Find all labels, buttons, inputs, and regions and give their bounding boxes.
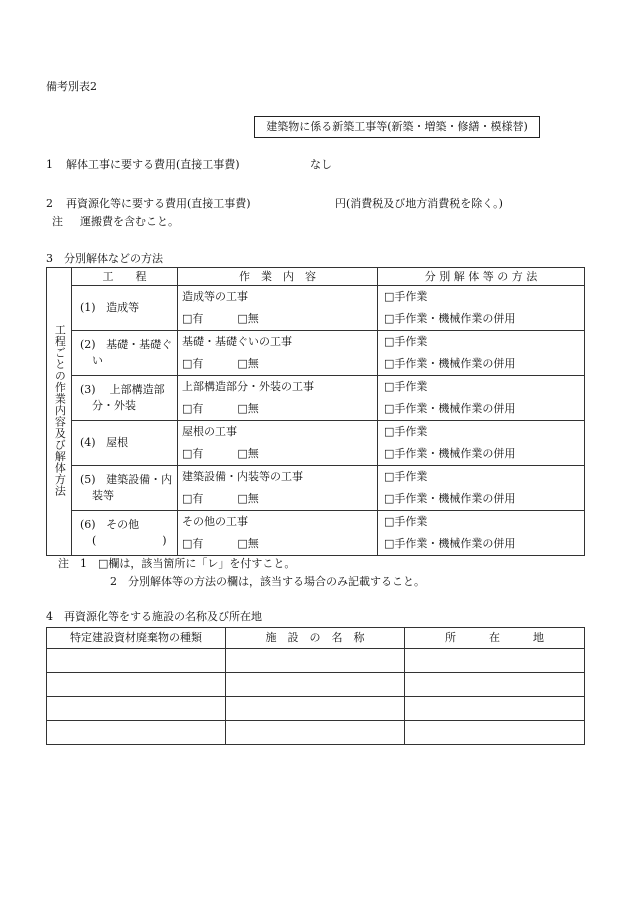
table-row [47, 286, 585, 331]
section3-note-2: 2 分別解体等の方法の欄は，該当する場合のみ記載すること。 [110, 575, 425, 588]
method-cell [378, 421, 585, 466]
column-header: 特定建設資材廃棄物の種類 [47, 628, 226, 649]
table-row [47, 673, 585, 697]
work-description: 造成等の工事 [182, 290, 248, 303]
table-row [47, 466, 585, 511]
checkbox-manual[interactable]: □手作業 [384, 470, 428, 483]
process-cell [72, 376, 178, 421]
process-number: (5) [80, 473, 96, 487]
process-cell [72, 286, 178, 331]
process-cell [72, 511, 178, 556]
table-header-row [47, 268, 585, 286]
work-description: その他の工事 [182, 515, 248, 528]
table-cell[interactable] [226, 721, 405, 745]
work-cell [178, 511, 378, 556]
process-cell [72, 421, 178, 466]
table-cell[interactable] [405, 721, 585, 745]
process-name-cont: 装等 [92, 489, 114, 502]
work-cell [178, 286, 378, 331]
table-row [47, 376, 585, 421]
table-cell[interactable] [405, 697, 585, 721]
table-cell[interactable] [47, 697, 226, 721]
checkbox-combined[interactable]: □手作業・機械作業の併用 [384, 537, 516, 550]
method-cell [378, 331, 585, 376]
work-description: 建築設備・内装等の工事 [182, 470, 303, 483]
checkbox-yes[interactable]: □有 [182, 402, 204, 415]
checkbox-no[interactable]: □無 [237, 447, 259, 460]
checkbox-combined[interactable]: □手作業・機械作業の併用 [384, 447, 516, 460]
table-cell[interactable] [47, 721, 226, 745]
checkbox-combined[interactable]: □手作業・機械作業の併用 [384, 402, 516, 415]
section3-note-1: 注 1 □欄は，該当箇所に「レ」を付すこと。 [58, 557, 296, 570]
checkbox-combined[interactable]: □手作業・機械作業の併用 [384, 357, 516, 370]
table-cell[interactable] [47, 649, 226, 673]
table-cell[interactable] [47, 673, 226, 697]
work-description: 屋根の工事 [182, 425, 237, 438]
section2-number: 2 [46, 197, 53, 210]
work-cell [178, 376, 378, 421]
section2-note: 運搬費を含むこと。 [80, 215, 179, 228]
process-number: (4) [80, 436, 96, 450]
checkbox-yes[interactable]: □有 [182, 447, 204, 460]
section3-heading: 3 分別解体などの方法 [46, 252, 163, 265]
work-cell [178, 421, 378, 466]
column-header: 作 業 内 容 [178, 268, 378, 286]
process-number: (3) [80, 383, 96, 397]
section2-unit: 円(消費税及び地方消費税を除く。) [335, 197, 503, 210]
checkbox-no[interactable]: □無 [237, 402, 259, 415]
work-cell [178, 466, 378, 511]
process-number: (2) [80, 338, 96, 352]
table-header-row [47, 628, 585, 649]
checkbox-yes[interactable]: □有 [182, 357, 204, 370]
column-header: 所 在 地 [405, 628, 585, 649]
section2-title: 再資源化等に要する費用(直接工事費) [66, 197, 251, 210]
demolition-method-table [46, 267, 585, 556]
table-row [47, 721, 585, 745]
checkbox-combined[interactable]: □手作業・機械作業の併用 [384, 312, 516, 325]
side-label: 工程ごとの作業内容及び解体方法 [53, 323, 67, 497]
checkbox-no[interactable]: □無 [237, 492, 259, 505]
checkbox-manual[interactable]: □手作業 [384, 515, 428, 528]
checkbox-combined[interactable]: □手作業・機械作業の併用 [384, 492, 516, 505]
table-row [47, 649, 585, 673]
process-name-cont: ( ) [92, 534, 167, 547]
table-row [47, 511, 585, 556]
table-cell[interactable] [405, 673, 585, 697]
process-name: 屋根 [106, 436, 129, 450]
checkbox-manual[interactable]: □手作業 [384, 425, 428, 438]
section4-heading: 4 再資源化等をする施設の名称及び所在地 [46, 610, 262, 623]
method-cell [378, 286, 585, 331]
process-name: 建築設備・内 [106, 473, 173, 487]
table-cell[interactable] [226, 673, 405, 697]
process-name-cont: い [92, 354, 103, 367]
checkbox-manual[interactable]: □手作業 [384, 290, 428, 303]
table-row [47, 421, 585, 466]
process-name: 造成等 [106, 301, 140, 315]
checkbox-yes[interactable]: □有 [182, 492, 204, 505]
work-description: 上部構造部分・外装の工事 [182, 380, 314, 393]
method-cell [378, 511, 585, 556]
checkbox-manual[interactable]: □手作業 [384, 335, 428, 348]
table-row [47, 331, 585, 376]
column-header: 工 程 [72, 268, 178, 286]
checkbox-yes[interactable]: □有 [182, 537, 204, 550]
section1-title: 解体工事に要する費用(直接工事費) [66, 158, 240, 171]
process-name: 基礎・基礎ぐ [106, 338, 173, 352]
column-header: 施 設 の 名 称 [226, 628, 405, 649]
side-label-cell [47, 268, 72, 556]
table-row [47, 697, 585, 721]
process-cell [72, 331, 178, 376]
checkbox-no[interactable]: □無 [237, 537, 259, 550]
process-name: 上部構造部 [109, 383, 165, 397]
method-cell [378, 466, 585, 511]
process-cell [72, 466, 178, 511]
facility-table [46, 627, 585, 745]
table-cell[interactable] [405, 649, 585, 673]
checkbox-no[interactable]: □無 [237, 312, 259, 325]
process-number: (1) [80, 301, 96, 315]
construction-type-box: 建築物に係る新築工事等(新築・増築・修繕・模様替) [254, 116, 540, 138]
process-name-cont: 分・外装 [92, 399, 136, 412]
checkbox-no[interactable]: □無 [237, 357, 259, 370]
checkbox-yes[interactable]: □有 [182, 312, 204, 325]
table-cell[interactable] [226, 697, 405, 721]
process-name: その他 [106, 518, 140, 532]
table-cell[interactable] [226, 649, 405, 673]
process-number: (6) [80, 518, 96, 532]
method-cell [378, 376, 585, 421]
section2-note-label: 注 [52, 215, 63, 228]
checkbox-manual[interactable]: □手作業 [384, 380, 428, 393]
section1-value: なし [310, 158, 332, 171]
work-description: 基礎・基礎ぐいの工事 [182, 335, 292, 348]
document-label: 備考別表2 [46, 80, 97, 93]
column-header: 分 別 解 体 等 の 方 法 [378, 268, 585, 286]
section1-number: 1 [46, 158, 53, 171]
work-cell [178, 331, 378, 376]
